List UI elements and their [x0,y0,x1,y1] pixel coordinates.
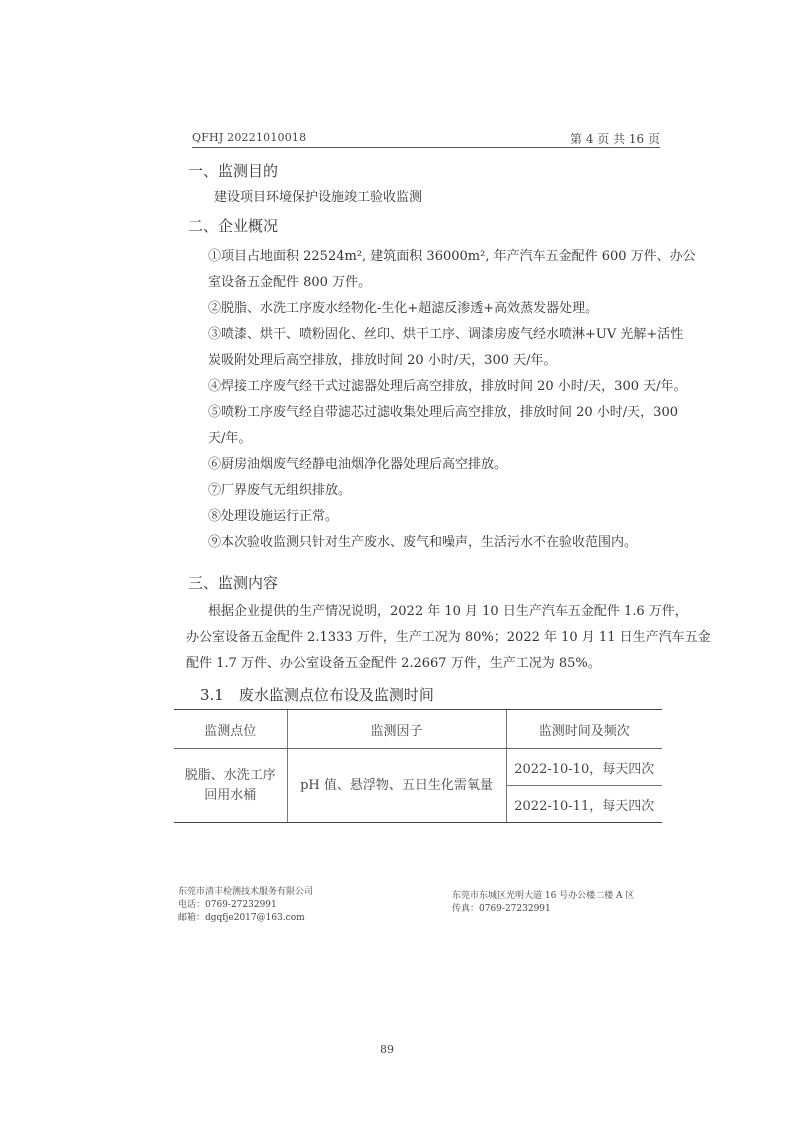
footer-right [452,890,634,916]
page-number: 89 [380,1043,394,1056]
text-line: 配件 1.7 万件、办公室设备五金配件 2.2667 万件，生产工况为 85%。 [186,656,601,671]
table-header-location: 监测点位 [174,710,287,749]
overview-item-2 [208,296,696,322]
time-cell: 2022-10-11，每天四次 [506,786,662,823]
location-cell [174,749,287,823]
overview-item-4 [208,374,696,400]
fax-text: 传真：0769-27232991 [452,904,551,914]
table-header-factor: 监测因子 [287,710,506,749]
text-line: ⑥厨房油烟废气经静电油烟净化器处理后高空排放。 [208,457,508,472]
address-text: 东莞市东城区光明大道 16 号办公楼二楼 A 区 [452,891,635,901]
overview-item-8 [208,504,696,530]
text-line: 根据企业提供的生产情况说明，2022 年 10 月 10 日生产汽车五金配件 1.6 万件， [208,604,688,619]
overview-item-3 [208,322,696,374]
page-count: 第 4 页 共 16 页 [570,132,660,146]
overview-item-1 [208,244,696,296]
email-text: 邮箱：dgqfje2017@163.com [178,913,305,923]
time-cell: 2022-10-10，每天四次 [506,749,662,786]
overview-item-5 [208,400,696,452]
text-line: ⑤喷粉工序废气经自带滤芯过滤收集处理后高空排放，排放时间 20 小时/天，300 [208,405,678,420]
text-line: 办公室设备五金配件 2.1333 万件，生产工况为 80%；2022 年 10 月 11 日生产汽车五金 [186,630,711,645]
text-line: ③喷漆、烘干、喷粉固化、丝印、烘干工序、调漆房废气经水喷淋+UV 光解+活性 [208,327,684,342]
overview-list [208,244,696,556]
overview-item-9 [208,530,696,556]
text-line: ⑨本次验收监测只针对生产废水、废气和噪声，生活污水不在验收范围内。 [208,535,638,550]
section-title-overview: 二、企业概况 [188,217,279,235]
table-header-time: 监测时间及频次 [506,710,662,749]
text-line: ⑦厂界废气无组织排放。 [208,483,352,498]
text-line: 天/年。 [208,431,252,446]
text-line: ②脱脂、水洗工序废水经物化-生化+超滤反渗透+高效蒸发器处理。 [208,301,599,316]
overview-item-7 [208,478,696,504]
location-line: 脱脂、水洗工序 [184,767,276,783]
section-title-content: 三、监测内容 [188,574,279,592]
table-row [174,749,662,786]
factor-cell: pH 值、悬浮物、五日生化需氧量 [287,749,506,823]
report-code: QFHJ 20221010018 [192,131,307,144]
location-line: 回用水桶 [204,787,257,803]
monitoring-table [174,709,662,823]
text-line: ①项目占地面积 22524m², 建筑面积 36000m², 年产汽车五金配件 600 万件、办公 [208,249,696,264]
page-header [192,129,660,148]
company-name: 东莞市清丰检测技术服务有限公司 [178,887,314,897]
text-line: ④焊接工序废气经干式过滤器处理后高空排放，排放时间 20 小时/天，300 天/年。 [208,379,687,394]
text-line: 炭吸附处理后高空排放，排放时间 20 小时/天，300 天/年。 [208,353,557,368]
content-paragraph [186,599,711,677]
section-title-purpose: 一、监测目的 [188,162,279,180]
overview-item-6 [208,452,696,478]
purpose-text: 建设项目环境保护设施竣工验收监测 [214,190,423,205]
text-line: 室设备五金配件 800 万件。 [208,275,372,290]
phone-text: 电话：0769-27232991 [178,900,277,910]
subsection-title: 3.1 废水监测点位布设及监测时间 [200,686,434,704]
text-line: ⑧处理设施运行正常。 [208,509,339,524]
table-header-row [174,710,662,749]
footer-left [178,886,313,925]
